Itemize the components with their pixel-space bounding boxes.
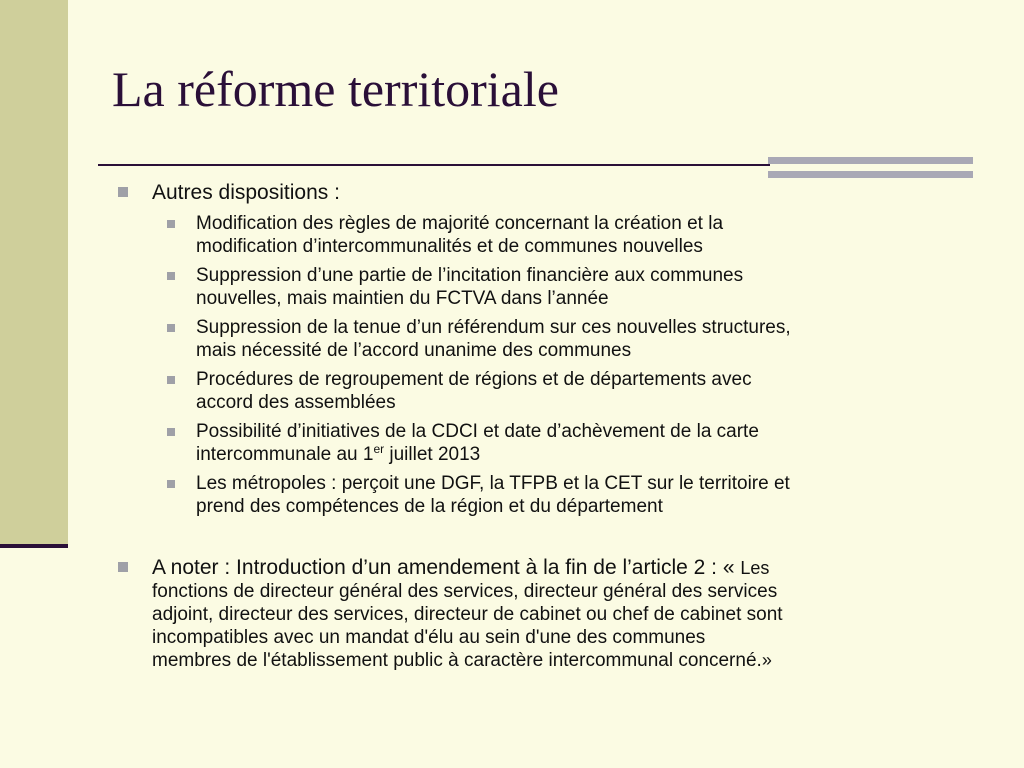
title-underline (98, 164, 770, 166)
a-noter-text: A noter : Introduction d’un amendement à la fin de l’article 2 : « (152, 556, 741, 579)
sub-item-line: Modification des règles de majorité concernant la création et la (196, 213, 724, 234)
quote-line: incompatibles avec un mandat d'élu au sein d'une des communes (152, 627, 706, 648)
sub-bullet-icon (167, 324, 175, 332)
ordinal-superscript: er (373, 442, 385, 456)
sub-item-line: nouvelles, mais maintien du FCTVA dans l’année (196, 288, 609, 309)
quote-text: membres de l'établissement public à caractère intercommunal concerné. (152, 650, 762, 671)
title-accent-bars (768, 157, 973, 179)
sub-item-text: intercommunale au 1 (196, 444, 374, 465)
sub-item-line: Procédures de regroupement de régions et de départements avec (196, 369, 752, 390)
left-decorative-band (0, 0, 68, 547)
quote-line-final (152, 649, 772, 672)
quote-text: Les (740, 558, 770, 578)
sub-item-line: Suppression de la tenue d’un référendum sur ces nouvelles structures, (196, 317, 791, 338)
accent-bar-top (768, 157, 973, 164)
bullet-a-noter-line (152, 556, 769, 580)
square-bullet-icon (118, 562, 128, 572)
sub-item-line: Suppression d’une partie de l’incitation financière aux communes (196, 265, 744, 286)
sub-item-line: prend des compétences de la région et du département (196, 496, 663, 517)
accent-bar-bottom (768, 171, 973, 178)
left-band-bottom-rule (0, 544, 68, 548)
quote-line: adjoint, directeur des services, directeur de cabinet ou chef de cabinet sont (152, 604, 783, 625)
sub-bullet-icon (167, 428, 175, 436)
sub-item-line: Possibilité d’initiatives de la CDCI et date d’achèvement de la carte (196, 421, 759, 442)
bullet-autres-dispositions: Autres dispositions : (152, 181, 340, 204)
sub-item-text: juillet 2013 (384, 444, 481, 465)
sub-bullet-icon (167, 480, 175, 488)
square-bullet-icon (118, 187, 128, 197)
slide-title: La réforme territoriale (112, 61, 559, 117)
quote-line: fonctions de directeur général des services, directeur général des services (152, 581, 778, 602)
sub-bullet-icon (167, 376, 175, 384)
sub-item-line: modification d’intercommunalités et de communes nouvelles (196, 236, 703, 257)
closing-guillemet: » (761, 650, 772, 670)
sub-item-line: mais nécessité de l’accord unanime des communes (196, 340, 632, 361)
sub-bullet-icon (167, 272, 175, 280)
sub-bullet-icon (167, 220, 175, 228)
sub-item-line: Les métropoles : perçoit une DGF, la TFPB et la CET sur le territoire et (196, 473, 790, 494)
sub-item-line-with-superscript (196, 443, 480, 466)
sub-item-line: accord des assemblées (196, 392, 396, 413)
